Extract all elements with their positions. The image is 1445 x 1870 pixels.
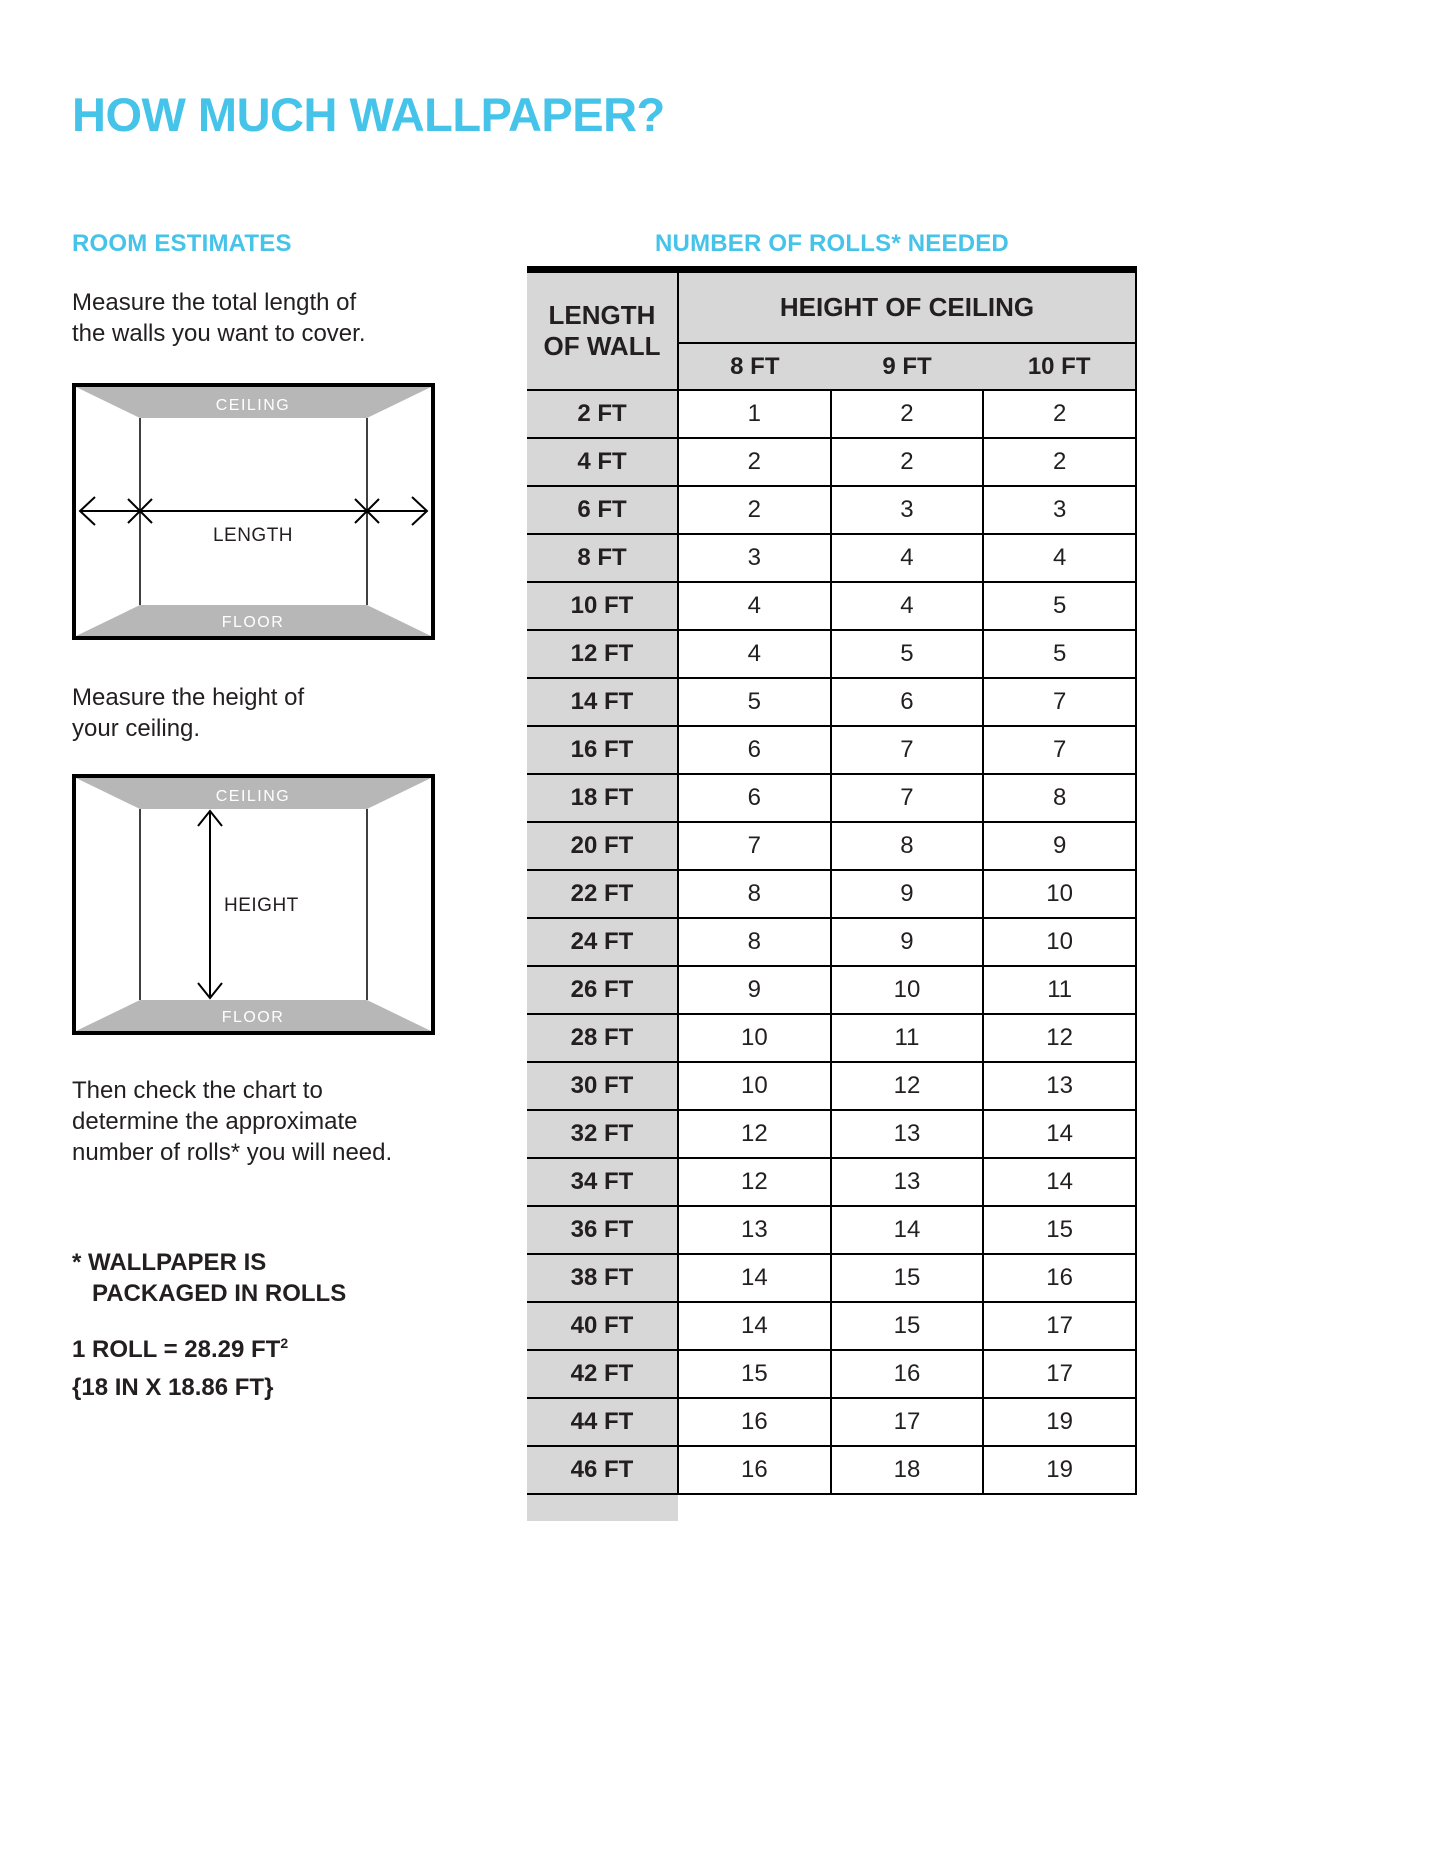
rolls-value-cell: 8 — [983, 774, 1136, 822]
table-row — [527, 582, 1136, 630]
roll-size-info — [72, 1328, 288, 1403]
rolls-value-cell: 15 — [678, 1350, 831, 1398]
room-height-diagram — [72, 774, 435, 1040]
rolls-value-cell: 9 — [831, 918, 984, 966]
rolls-value-cell: 9 — [831, 870, 984, 918]
rolls-value-cell: 4 — [831, 534, 984, 582]
table-row — [527, 1446, 1136, 1494]
row-length-label: 44 FT — [527, 1398, 678, 1446]
rolls-value-cell: 12 — [983, 1014, 1136, 1062]
rolls-footnote — [72, 1247, 346, 1309]
row-length-label: 38 FT — [527, 1254, 678, 1302]
row-length-label: 8 FT — [527, 534, 678, 582]
rolls-value-cell: 1 — [678, 390, 831, 438]
length-column-footer — [527, 1494, 678, 1521]
table-row — [527, 870, 1136, 918]
floor-label: FLOOR — [221, 1009, 285, 1026]
table-footer-blank — [678, 1494, 1136, 1521]
rolls-value-cell: 4 — [831, 582, 984, 630]
rolls-needed-table — [527, 266, 1137, 1521]
table-row — [527, 678, 1136, 726]
table-row — [527, 1398, 1136, 1446]
instruction-line: Measure the height of — [72, 684, 305, 711]
rolls-value-cell: 10 — [983, 918, 1136, 966]
rolls-value-cell: 14 — [678, 1302, 831, 1350]
rolls-value-cell: 19 — [983, 1398, 1136, 1446]
footnote-line: PACKAGED IN ROLLS — [92, 1280, 347, 1307]
length-label: LENGTH — [212, 525, 294, 546]
ceiling-label: CEILING — [215, 788, 291, 805]
row-length-label: 30 FT — [527, 1062, 678, 1110]
instruction-measure-length — [72, 287, 365, 349]
row-length-label: 16 FT — [527, 726, 678, 774]
row-length-label: 6 FT — [527, 486, 678, 534]
rolls-value-cell: 4 — [983, 534, 1136, 582]
table-row — [527, 486, 1136, 534]
rolls-value-cell: 15 — [831, 1302, 984, 1350]
table-row — [527, 918, 1136, 966]
length-of-wall-header: LENGTH OF WALL — [527, 270, 678, 391]
row-length-label: 32 FT — [527, 1110, 678, 1158]
rolls-value-cell: 17 — [983, 1350, 1136, 1398]
instruction-line: your ceiling. — [72, 715, 201, 742]
rolls-needed-heading: NUMBER OF ROLLS* NEEDED — [655, 230, 1009, 257]
row-length-label: 42 FT — [527, 1350, 678, 1398]
row-length-label: 34 FT — [527, 1158, 678, 1206]
table-row — [527, 774, 1136, 822]
rolls-value-cell: 8 — [831, 822, 984, 870]
rolls-value-cell: 10 — [678, 1062, 831, 1110]
rolls-value-cell: 12 — [678, 1110, 831, 1158]
rolls-value-cell: 18 — [831, 1446, 984, 1494]
rolls-value-cell: 13 — [831, 1110, 984, 1158]
rolls-value-cell: 5 — [983, 630, 1136, 678]
rolls-value-cell: 14 — [983, 1110, 1136, 1158]
table-row — [527, 1302, 1136, 1350]
room-height-diagram-svg — [72, 774, 435, 1035]
rolls-value-cell: 5 — [983, 582, 1136, 630]
rolls-value-cell: 16 — [831, 1350, 984, 1398]
table-row — [527, 822, 1136, 870]
rolls-value-cell: 2 — [983, 438, 1136, 486]
rolls-value-cell: 6 — [678, 726, 831, 774]
rolls-value-cell: 9 — [678, 966, 831, 1014]
rolls-value-cell: 2 — [983, 390, 1136, 438]
rolls-value-cell: 17 — [983, 1302, 1136, 1350]
rolls-value-cell: 6 — [831, 678, 984, 726]
ceiling-10ft-header: 10 FT — [983, 343, 1136, 390]
instruction-line: determine the approximate — [72, 1108, 358, 1135]
rolls-value-cell: 10 — [831, 966, 984, 1014]
rolls-value-cell: 2 — [831, 438, 984, 486]
row-length-label: 20 FT — [527, 822, 678, 870]
rolls-value-cell: 13 — [678, 1206, 831, 1254]
row-length-label: 40 FT — [527, 1302, 678, 1350]
rolls-value-cell: 6 — [678, 774, 831, 822]
rolls-value-cell: 19 — [983, 1446, 1136, 1494]
ceiling-label: CEILING — [215, 397, 291, 414]
row-length-label: 46 FT — [527, 1446, 678, 1494]
table-row — [527, 966, 1136, 1014]
row-length-label: 12 FT — [527, 630, 678, 678]
rolls-value-cell: 16 — [678, 1398, 831, 1446]
rolls-value-cell: 3 — [983, 486, 1136, 534]
rolls-value-cell: 7 — [983, 678, 1136, 726]
rolls-value-cell: 5 — [831, 630, 984, 678]
table-header-row — [527, 270, 1136, 344]
roll-equation — [72, 1328, 288, 1365]
rolls-value-cell: 15 — [983, 1206, 1136, 1254]
instruction-line: the walls you want to cover. — [72, 320, 366, 347]
rolls-value-cell: 8 — [678, 870, 831, 918]
row-length-label: 22 FT — [527, 870, 678, 918]
table-row — [527, 630, 1136, 678]
page-title: HOW MUCH WALLPAPER? — [72, 88, 665, 142]
instruction-check-chart — [72, 1075, 392, 1168]
ceiling-9ft-header: 9 FT — [831, 343, 984, 390]
rolls-table — [527, 266, 1137, 1521]
roll-equation-text: 1 ROLL = 28.29 FT — [72, 1336, 281, 1363]
rolls-value-cell: 3 — [831, 486, 984, 534]
table-row — [527, 726, 1136, 774]
row-length-label: 4 FT — [527, 438, 678, 486]
instruction-line: number of rolls* you will need. — [72, 1139, 393, 1166]
rolls-value-cell: 13 — [831, 1158, 984, 1206]
table-row — [527, 1158, 1136, 1206]
rolls-value-cell: 10 — [678, 1014, 831, 1062]
rolls-value-cell: 7 — [983, 726, 1136, 774]
rolls-value-cell: 14 — [983, 1158, 1136, 1206]
rolls-value-cell: 9 — [983, 822, 1136, 870]
instruction-line: Measure the total length of — [72, 289, 357, 316]
rolls-value-cell: 2 — [678, 438, 831, 486]
instruction-line: Then check the chart to — [72, 1077, 323, 1104]
row-length-label: 28 FT — [527, 1014, 678, 1062]
roll-dimensions: {18 IN X 18.86 FT} — [72, 1374, 274, 1401]
table-row — [527, 438, 1136, 486]
rolls-value-cell: 3 — [678, 534, 831, 582]
rolls-value-cell: 5 — [678, 678, 831, 726]
row-length-label: 10 FT — [527, 582, 678, 630]
rolls-value-cell: 7 — [678, 822, 831, 870]
floor-label: FLOOR — [221, 614, 285, 631]
ceiling-8ft-header: 8 FT — [678, 343, 831, 390]
rolls-value-cell: 4 — [678, 582, 831, 630]
rolls-value-cell: 7 — [831, 726, 984, 774]
row-length-label: 2 FT — [527, 390, 678, 438]
rolls-value-cell: 10 — [983, 870, 1136, 918]
rolls-value-cell: 14 — [678, 1254, 831, 1302]
rolls-value-cell: 13 — [983, 1062, 1136, 1110]
table-footer-row — [527, 1494, 1136, 1521]
table-row — [527, 1206, 1136, 1254]
rolls-value-cell: 7 — [831, 774, 984, 822]
roll-equation-exponent: 2 — [280, 1335, 289, 1351]
table-row — [527, 1014, 1136, 1062]
height-label: HEIGHT — [224, 895, 299, 916]
rolls-value-cell: 16 — [678, 1446, 831, 1494]
row-length-label: 24 FT — [527, 918, 678, 966]
rolls-value-cell: 4 — [678, 630, 831, 678]
table-row — [527, 1254, 1136, 1302]
rolls-value-cell: 2 — [678, 486, 831, 534]
table-row — [527, 390, 1136, 438]
rolls-value-cell: 12 — [831, 1062, 984, 1110]
rolls-value-cell: 14 — [831, 1206, 984, 1254]
rolls-value-cell: 11 — [983, 966, 1136, 1014]
rolls-value-cell: 12 — [678, 1158, 831, 1206]
rolls-value-cell: 16 — [983, 1254, 1136, 1302]
rolls-value-cell: 8 — [678, 918, 831, 966]
row-length-label: 14 FT — [527, 678, 678, 726]
table-row — [527, 1350, 1136, 1398]
rolls-value-cell: 2 — [831, 390, 984, 438]
instruction-measure-height — [72, 682, 304, 744]
rolls-value-cell: 15 — [831, 1254, 984, 1302]
footnote-line: * WALLPAPER IS — [72, 1249, 267, 1276]
rolls-value-cell: 17 — [831, 1398, 984, 1446]
table-row — [527, 1110, 1136, 1158]
row-length-label: 26 FT — [527, 966, 678, 1014]
room-length-diagram — [72, 383, 435, 645]
room-estimates-heading: ROOM ESTIMATES — [72, 230, 292, 257]
table-row — [527, 534, 1136, 582]
room-length-diagram-svg — [72, 383, 435, 640]
table-row — [527, 1062, 1136, 1110]
height-of-ceiling-header: HEIGHT OF CEILING — [678, 270, 1136, 344]
row-length-label: 18 FT — [527, 774, 678, 822]
rolls-value-cell: 11 — [831, 1014, 984, 1062]
row-length-label: 36 FT — [527, 1206, 678, 1254]
